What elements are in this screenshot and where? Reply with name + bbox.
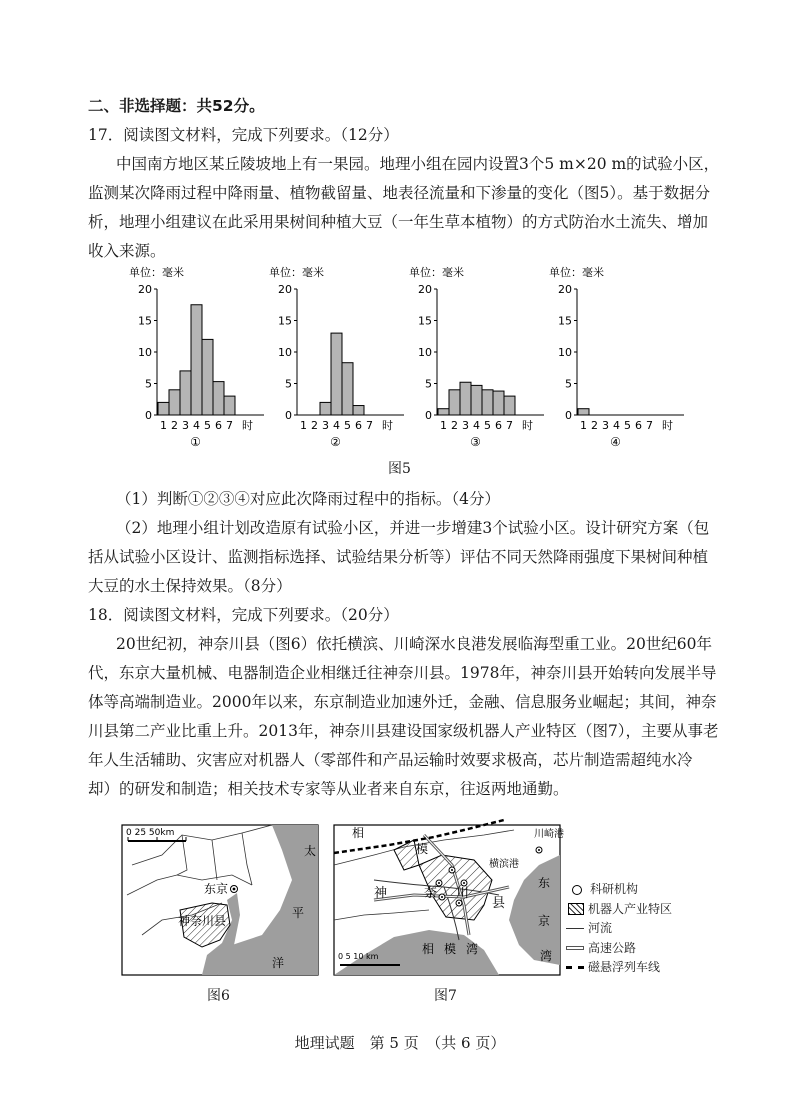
legend-item: 科研机构 <box>566 880 672 900</box>
highway-icon <box>566 946 584 950</box>
chart-x-tick-label: 5 <box>344 419 351 432</box>
section-header: 二、非选择题：共52分。 <box>88 97 265 115</box>
map6-label-tai: 太 <box>304 844 317 858</box>
map7-label-xian: 县 <box>492 896 506 911</box>
chart-y-tick-label: 0 <box>565 409 572 422</box>
chart-x-tick-label: 7 <box>366 419 373 432</box>
chart-svg <box>545 262 695 452</box>
chart-2 <box>265 262 415 452</box>
chart-bar <box>353 406 364 415</box>
chart-x-tick-label: 4 <box>613 419 620 432</box>
chart-x-tick-label: 2 <box>591 419 598 432</box>
chart-x-unit: 时 <box>242 419 253 432</box>
chart-x-tick-label: 5 <box>624 419 631 432</box>
map7-label-yokohama: 横滨港 <box>489 859 519 870</box>
chart-bar <box>224 396 235 415</box>
q18-para-line: 体等高端制造业。2000年以来，东京制造业加速外迁，金融、信息服务业崛起；其间，神奈 <box>88 693 717 711</box>
map6-label-ping: 平 <box>292 906 305 920</box>
chart-x-tick-label: 2 <box>451 419 458 432</box>
chart-panel-label: ② <box>330 435 341 449</box>
chart-x-tick-label: 3 <box>322 419 329 432</box>
chart-x-tick-label: 1 <box>580 419 587 432</box>
chart-y-tick-label: 20 <box>278 283 292 296</box>
page-footer: 地理试题 第 5 页 （共 6 页） <box>294 1034 506 1052</box>
q17-para-line: 监测某次降雨过程中降雨量、植物截留量、地表径流量和下渗量的变化（图5）。基于数据分 <box>88 184 711 202</box>
chart-y-tick-label: 5 <box>565 377 572 391</box>
chart-svg <box>265 262 415 452</box>
map7-label-sagami-1: 相 <box>422 942 435 956</box>
chart-y-tick-label: 5 <box>425 377 432 391</box>
chart-bar <box>342 363 353 415</box>
q17-para-line: 析，地理小组建议在此采用果树间种植大豆（一年生草本植物）的方式防治水土流失、增加 <box>88 213 709 231</box>
chart-y-tick-label: 15 <box>418 314 432 328</box>
chart-y-tick-label: 5 <box>145 377 152 391</box>
legend-item: 高速公路 <box>566 939 672 959</box>
map7-label-sagami-3: 湾 <box>466 942 479 956</box>
map7-label-jing: 京 <box>538 914 551 928</box>
legend-item: 磁悬浮列车线 <box>566 958 672 978</box>
map7-label-nai: 奈 <box>424 886 438 901</box>
map6-label-tokyo: 东京 <box>204 882 229 896</box>
chart-bar <box>504 396 515 415</box>
map7-legend <box>566 880 672 978</box>
chart-y-tick-label: 20 <box>558 283 572 296</box>
q17-sub2-line: （2）地理小组计划改造原有试验小区，并进一步增建3个试验小区。设计研究方案（包 <box>116 519 710 537</box>
chart-y-tick-label: 10 <box>138 346 152 359</box>
q17-para-line: 中国南方地区某丘陵坡地上有一果园。地理小组在园内设置3个5 m×20 m的试验小区， <box>116 155 720 173</box>
q17-para-line: 收入来源。 <box>88 242 166 260</box>
map7-label-chuan: 川 <box>456 886 470 901</box>
chart-unit-label: 单位：毫米 <box>269 266 324 279</box>
q18-title: 18．阅读图文材料，完成下列要求。（20分） <box>88 606 399 624</box>
chart-bar <box>471 385 482 415</box>
chart-3 <box>405 262 555 452</box>
chart-y-tick-label: 15 <box>138 314 152 328</box>
map7-label-wan: 湾 <box>540 949 553 963</box>
chart-1 <box>125 262 275 452</box>
chart-y-tick-label: 0 <box>145 409 152 422</box>
chart-x-tick-label: 6 <box>215 419 222 432</box>
chart-unit-label: 单位：毫米 <box>129 266 184 279</box>
chart-x-tick-label: 4 <box>473 419 480 432</box>
map7-label-sagami-2: 模 <box>444 942 457 956</box>
map-6-svg <box>122 825 318 975</box>
map7-label-shen: 神 <box>374 886 388 901</box>
map7-label-mo: 模 <box>416 842 429 856</box>
q17-sub1: （1）判断①②③④对应此次降雨过程中的指标。（4分） <box>116 490 500 508</box>
chart-bar <box>449 390 460 415</box>
chart-bar <box>169 390 180 415</box>
chart-bar <box>191 305 202 415</box>
chart-bar <box>578 409 589 415</box>
map-figure-7 <box>334 825 564 1004</box>
chart-svg <box>125 262 275 452</box>
chart-bar <box>180 371 191 415</box>
chart-y-tick-label: 10 <box>558 346 572 359</box>
chart-bar <box>482 390 493 415</box>
q18-para-line: 川县第二产业比重上升。2013年，神奈川县建设国家级机器人产业特区（图7），主要从事老 <box>88 722 719 740</box>
figure-5-caption: 图5 <box>388 461 411 477</box>
chart-bar <box>438 409 449 415</box>
map-figure-6 <box>122 825 318 1004</box>
chart-y-tick-label: 10 <box>418 346 432 359</box>
hatch-zone-icon <box>568 903 584 915</box>
chart-x-tick-label: 2 <box>311 419 318 432</box>
map6-label-yang: 洋 <box>272 956 285 970</box>
q17-title: 17．阅读图文材料，完成下列要求。（12分） <box>88 126 399 144</box>
chart-x-tick-label: 5 <box>484 419 491 432</box>
chart-y-tick-label: 0 <box>425 409 432 422</box>
chart-x-tick-label: 4 <box>333 419 340 432</box>
chart-y-tick-label: 15 <box>558 314 572 328</box>
figure-6-caption: 图6 <box>207 988 230 1004</box>
chart-bar <box>460 382 471 415</box>
chart-x-unit: 时 <box>662 419 673 432</box>
map7-label-kawasaki: 川崎港 <box>534 829 564 840</box>
chart-x-tick-label: 4 <box>193 419 200 432</box>
chart-bar <box>202 339 213 415</box>
q18-para-line: 年人生活辅助、灾害应对机器人（零部件和产品运输时效要求极高，芯片制造需超纯水冷 <box>88 751 693 769</box>
maglev-icon <box>566 966 584 969</box>
chart-panel-label: ③ <box>470 435 481 449</box>
chart-bar <box>331 333 342 415</box>
legend-item: 河流 <box>566 919 672 939</box>
q18-para-line: 却）的研发和制造；相关技术专家等从业者来自东京，往返两地通勤。 <box>88 780 569 798</box>
chart-svg <box>405 262 555 452</box>
chart-y-tick-label: 0 <box>285 409 292 422</box>
chart-y-tick-label: 5 <box>285 377 292 391</box>
chart-y-tick-label: 15 <box>278 314 292 328</box>
chart-x-tick-label: 1 <box>160 419 167 432</box>
river-icon <box>566 928 584 929</box>
chart-y-tick-label: 20 <box>138 283 152 296</box>
chart-x-tick-label: 5 <box>204 419 211 432</box>
chart-unit-label: 单位：毫米 <box>549 266 604 279</box>
chart-panel-label: ④ <box>610 435 621 449</box>
chart-x-tick-label: 1 <box>300 419 307 432</box>
chart-x-tick-label: 6 <box>635 419 642 432</box>
map-7-svg <box>334 825 564 975</box>
map6-label-kanagawa: 神奈川县 <box>178 914 227 928</box>
chart-unit-label: 单位：毫米 <box>409 266 464 279</box>
chart-bar <box>213 382 224 415</box>
research-icon <box>572 885 582 895</box>
chart-panel-label: ① <box>190 435 201 449</box>
map7-label-dong: 东 <box>538 876 551 890</box>
chart-y-tick-label: 20 <box>418 283 432 296</box>
chart-x-tick-label: 7 <box>506 419 513 432</box>
map6-scale-label: 0 25 50km <box>126 828 175 838</box>
map7-label-xiang: 相 <box>352 826 365 840</box>
chart-x-tick-label: 7 <box>646 419 653 432</box>
chart-x-tick-label: 3 <box>602 419 609 432</box>
q18-para-line: 代，东京大量机械、电器制造企业相继迁往神奈川县。1978年，神奈川县开始转向发展半导 <box>88 664 717 682</box>
q17-sub2-line: 大豆的水土保持效果。（8分） <box>88 577 292 595</box>
map7-scale-label: 0 5 10 km <box>338 952 379 961</box>
legend-item: 机器人产业特区 <box>566 900 672 920</box>
chart-x-unit: 时 <box>382 419 393 432</box>
chart-x-tick-label: 6 <box>355 419 362 432</box>
chart-y-tick-label: 10 <box>278 346 292 359</box>
q18-para-line: 20世纪初，神奈川县（图6）依托横滨、川崎深水良港发展临海型重工业。20世纪60年 <box>116 635 713 653</box>
chart-x-tick-label: 3 <box>182 419 189 432</box>
chart-x-tick-label: 7 <box>226 419 233 432</box>
chart-x-tick-label: 1 <box>440 419 447 432</box>
chart-bar <box>320 402 331 415</box>
chart-x-tick-label: 2 <box>171 419 178 432</box>
chart-x-tick-label: 3 <box>462 419 469 432</box>
chart-x-unit: 时 <box>522 419 533 432</box>
q17-sub2-line: 括从试验小区设计、监测指标选择、试验结果分析等）评估不同天然降雨强度下果树间种植 <box>88 548 709 566</box>
chart-bar <box>493 391 504 415</box>
figure-7-caption: 图7 <box>434 988 457 1004</box>
chart-x-tick-label: 6 <box>495 419 502 432</box>
chart-bar <box>158 402 169 415</box>
chart-4 <box>545 262 695 452</box>
